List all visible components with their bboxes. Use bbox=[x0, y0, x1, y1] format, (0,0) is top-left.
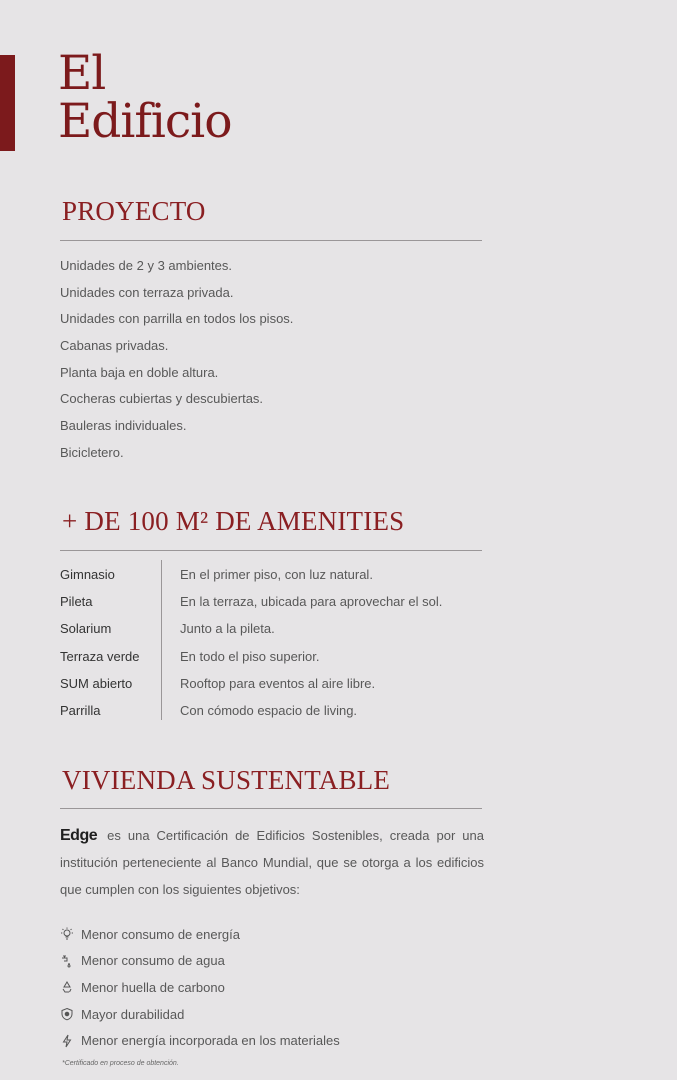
list-item: Bicicletero. bbox=[60, 444, 124, 460]
amenity-description: En el primer piso, con luz natural. bbox=[180, 567, 373, 582]
proyecto-heading: PROYECTO bbox=[62, 196, 206, 226]
objective-label: Menor huella de carbono bbox=[81, 979, 225, 995]
list-item: Cabanas privadas. bbox=[60, 338, 169, 354]
table-row bbox=[60, 647, 500, 674]
table-row bbox=[60, 701, 500, 728]
list-item: Unidades con terraza privada. bbox=[60, 284, 234, 300]
list-item: Planta baja en doble altura. bbox=[60, 364, 219, 380]
list-item bbox=[60, 1001, 340, 1028]
amenity-description: Rooftop para eventos al aire libre. bbox=[180, 675, 376, 691]
accent-bar bbox=[0, 55, 15, 151]
water-tap-icon bbox=[60, 954, 74, 968]
lightning-icon bbox=[60, 1034, 74, 1048]
list-item: Unidades con parrilla en todos los pisos. bbox=[60, 311, 294, 327]
amenity-name: Gimnasio bbox=[60, 567, 115, 582]
amenity-name: Parrilla bbox=[60, 702, 101, 718]
table-row bbox=[60, 674, 500, 701]
amenity-description: Con cómodo espacio de living. bbox=[180, 702, 358, 718]
edge-paragraph-text: es una Certificación de Edificios Sostenibles, creada por una institución perteneciente al Banco Mundial, que se otorga a los edificios que cumplen con los siguientes objetivos: bbox=[60, 828, 484, 897]
sustentable-heading: VIVIENDA SUSTENTABLE bbox=[62, 765, 391, 795]
list-item: Cocheras cubiertas y descubiertas. bbox=[60, 391, 264, 407]
amenity-name: Pileta bbox=[60, 594, 93, 610]
table-row bbox=[60, 619, 500, 646]
amenity-name: Terraza verde bbox=[60, 648, 140, 664]
amenities-table bbox=[60, 565, 500, 728]
amenity-name: Solarium bbox=[60, 621, 112, 637]
proyecto-list bbox=[60, 256, 293, 470]
objective-label: Menor energía incorporada en los materiales bbox=[81, 1033, 340, 1049]
amenity-description: Junto a la pileta. bbox=[180, 621, 275, 637]
amenity-description: En la terraza, ubicada para aprovechar el sol. bbox=[180, 594, 443, 610]
objectives-list bbox=[60, 921, 340, 1054]
objective-label: Menor consumo de energía bbox=[81, 926, 240, 942]
list-item bbox=[60, 921, 340, 948]
amenities-divider bbox=[60, 550, 482, 551]
table-row bbox=[60, 565, 500, 592]
page-title bbox=[58, 46, 232, 149]
footnote: *Certificado en proceso de obtención. bbox=[62, 1060, 179, 1067]
objective-label: Mayor durabilidad bbox=[81, 1006, 185, 1022]
table-row bbox=[60, 592, 500, 619]
edge-description bbox=[60, 822, 484, 903]
list-item: Bauleras individuales. bbox=[60, 418, 187, 434]
recycle-icon bbox=[60, 980, 74, 994]
shield-icon bbox=[60, 1007, 74, 1021]
amenities-heading: + DE 100 M² DE AMENITIES bbox=[62, 506, 405, 536]
objective-label: Menor consumo de agua bbox=[81, 953, 225, 969]
amenity-description: En todo el piso superior. bbox=[180, 648, 320, 664]
lightbulb-icon bbox=[60, 927, 74, 941]
list-item: Unidades de 2 y 3 ambientes. bbox=[60, 258, 232, 273]
sustentable-divider bbox=[60, 808, 482, 809]
page-title-line-2: Edificio bbox=[58, 94, 232, 149]
list-item bbox=[60, 974, 340, 1001]
page-title-line-1: El bbox=[58, 46, 106, 101]
list-item bbox=[60, 1027, 340, 1054]
proyecto-divider bbox=[60, 240, 482, 241]
list-item bbox=[60, 948, 340, 975]
amenity-name: SUM abierto bbox=[60, 675, 133, 691]
edge-logo: Edge bbox=[60, 827, 98, 844]
